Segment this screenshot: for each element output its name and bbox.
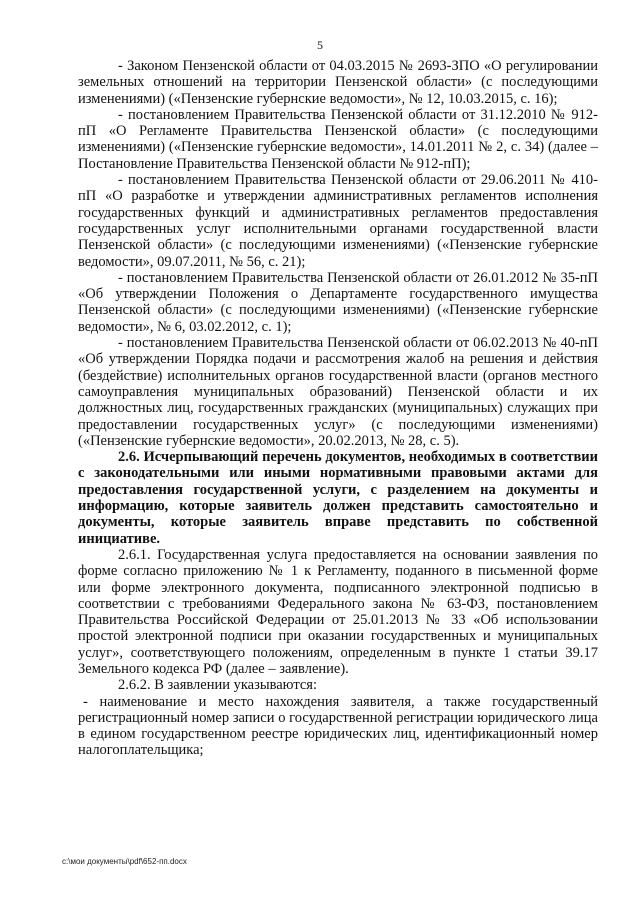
law-item-410-pp: - постановлением Правительства Пензенской области от 29.06.2011 № 410-пП «О разработке и утверждении административных регламентов исполнения государственных функций и административных регламентов предоставления государственных услуг исполнительными органами государственной власти Пензенской области» (с последующими изменениями) («Пензенские губернские ведомости», 09.07.2011, № 56, с. 21);: [78, 172, 598, 270]
section-heading-2-6: 2.6. Исчерпывающий перечень документов, необходимых в соответствии с законодательными или иными нормативными правовыми актами для предоставления государственной услуги, с разделением на документы и информацию, которые заявитель должен представить самостоятельно и документы, которые заявитель вправе представить по собственной инициативе.: [78, 449, 598, 547]
clause-2-6-2: 2.6.2. В заявлении указываются:: [118, 677, 317, 694]
clause-2-6-1: 2.6.1. Государственная услуга предоставляется на основании заявления по форме согласно приложению № 1 к Регламенту, поданного в письменной форме или форме электронного документа, подписанного электронной подписью в соответствии с требованиями Федерального закона № 63-ФЗ, постановлением Правительства Российской Федерации от 25.01.2013 № 33 «Об использовании простой электронной подписи при оказании государственных и муниципальных услуг», соответствующего положениям, определенным в пункте 1 статьи 39.17 Земельного кодекса РФ (далее – заявление).: [78, 546, 598, 677]
footer-file-path: c:\мои документы\pdf\652-пп.docx: [62, 857, 187, 866]
page-number: 5: [317, 38, 323, 52]
law-item-40-pp: - постановлением Правительства Пензенской области от 06.02.2013 № 40-пП «Об утверждении Порядка подачи и рассмотрения жалоб на решения и действия (бездействие) исполнительных органов государственной власти (органов местного самоуправления муниципальных образований) Пензенской области и их должностных лиц, государственных гражданских (муниципальных) служащих при предоставлении государственных услуг» (с последующими изменениями) («Пензенские губернские ведомости», 20.02.2013, № 28, с. 5).: [78, 335, 598, 449]
clause-2-6-2-item-1: - наименование и место нахождения заявителя, а также государственный регистрационный номер записи о государственной регистрации юридического лица в едином государственном реестре юридических лиц, идентификационный номер налогоплательщика;: [78, 693, 598, 759]
document-body: [78, 58, 598, 759]
law-item-912-pp: - постановлением Правительства Пензенской области от 31.12.2010 № 912-пП «О Регламенте Правительства Пензенской области» (с последующими изменениями) («Пензенские губернские ведомости», 14.01.2011 № 2, с. 34) (далее – Постановление Правительства Пензенской области № 912-пП);: [78, 106, 598, 172]
law-item-35-pp: - постановлением Правительства Пензенской области от 26.01.2012 № 35-пП «Об утверждении Положения о Департаменте государственного имущества Пензенской области» (с последующими изменениями) («Пензенские губернские ведомости», № 6, 03.02.2012, с. 1);: [78, 269, 598, 335]
law-item-penza-2693: - Законом Пензенской области от 04.03.2015 № 2693-ЗПО «О регулировании земельных отношений на территории Пензенской области» (с последующими изменениями) («Пензенские губернские ведомости», № 12, 10.03.2015, с. 16);: [78, 58, 598, 107]
